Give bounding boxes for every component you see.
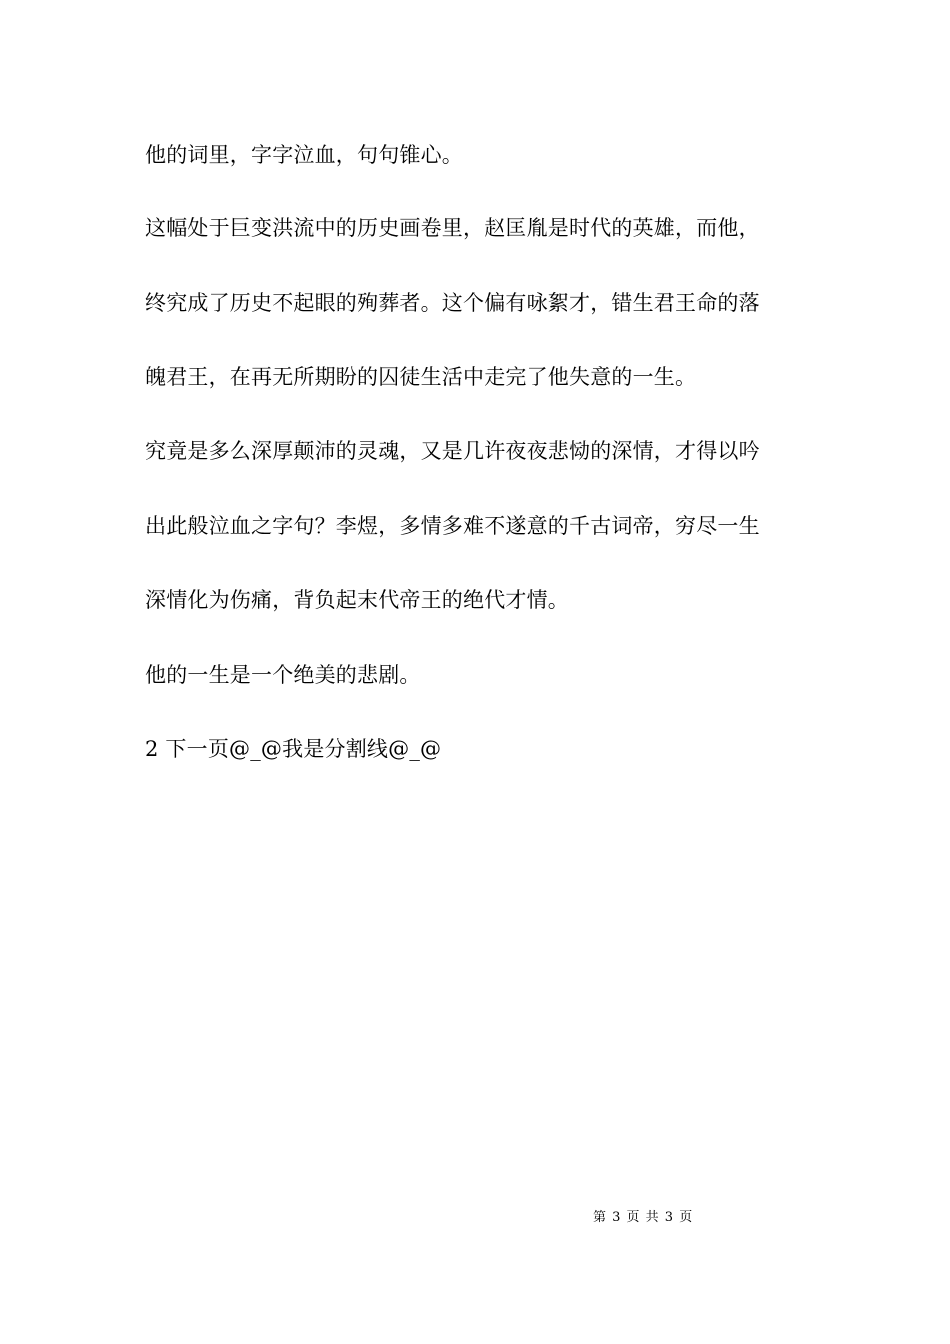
text-line-4: 魄君王，在再无所期盼的囚徒生活中走完了他失意的一生。 [145,365,697,389]
text-line-6: 出此般泣血之字句？李煜，多情多难不遂意的千古词帝，穷尽一生 [145,514,760,538]
page-footer: 第 3 页 共 3 页 [593,1210,694,1225]
text-line-3: 终究成了历史不起眼的殉葬者。这个偏有咏絮才，错生君王命的落 [145,291,760,315]
text-line-7: 深情化为伤痛，背负起末代帝王的绝代才情。 [145,588,569,612]
text-line-1: 他的词里，字字泣血，句句锥心。 [145,143,463,167]
text-line-8: 他的一生是一个绝美的悲剧。 [145,663,421,687]
text-line-2: 这幅处于巨变洪流中的历史画卷里，赵匡胤是时代的英雄，而他， [145,216,760,240]
text-line-5: 究竟是多么深厚颠沛的灵魂，又是几许夜夜悲恸的深情，才得以吟 [145,439,760,463]
text-line-9: 2 下一页@_@我是分割线@_@ [145,737,442,761]
